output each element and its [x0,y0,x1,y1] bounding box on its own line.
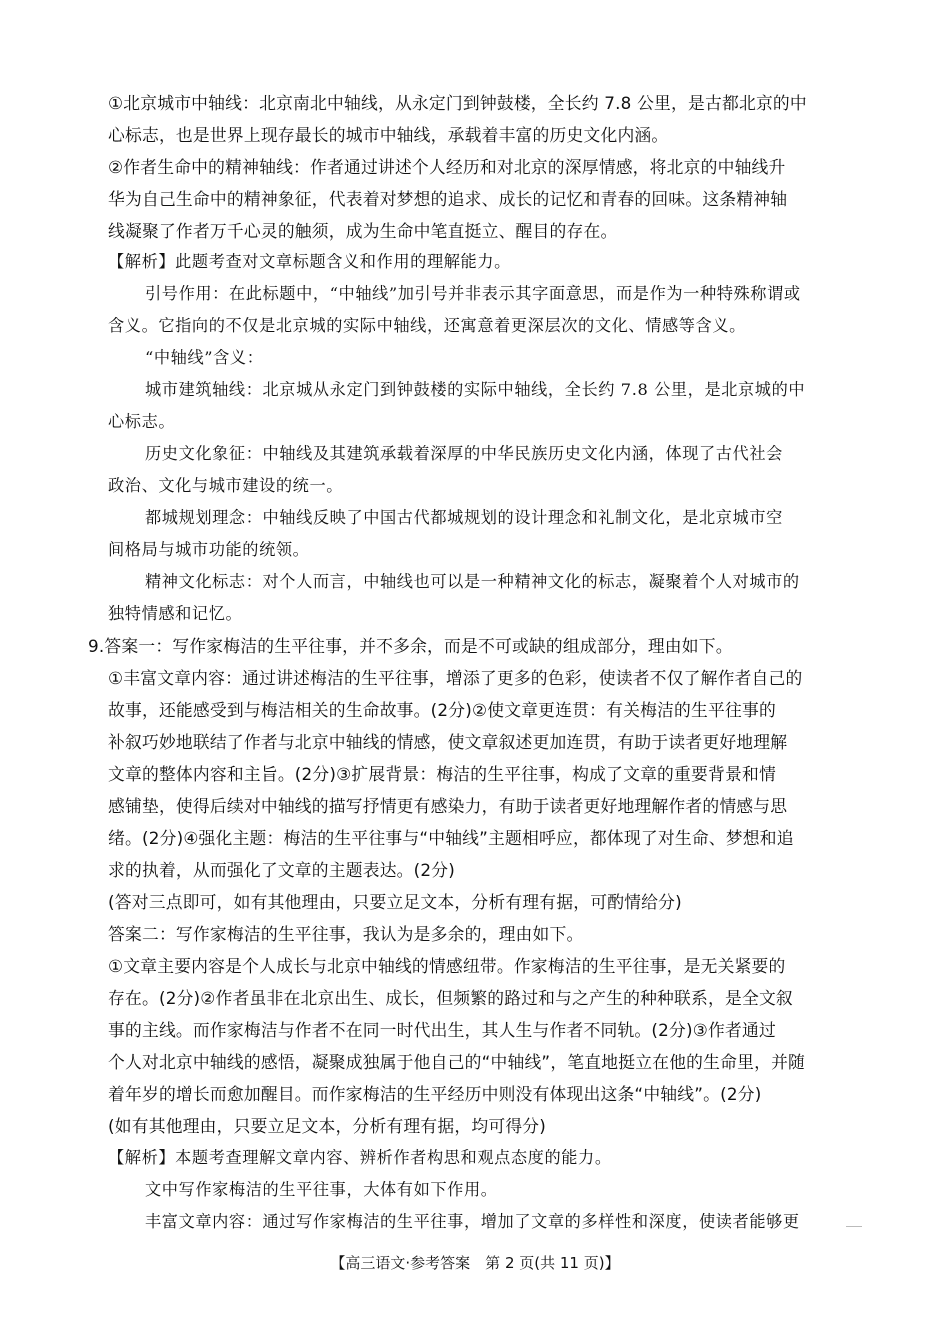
text-line: ①文章主要内容是个人成长与北京中轴线的情感纽带。作家梅洁的生平往事，是无关紧要的 [108,956,786,976]
text-line: “中轴线”含义： [145,348,264,367]
text-line: 独特情感和记忆。 [108,604,243,623]
text-line: 华为自己生命中的精神象征，代表着对梦想的追求、成长的记忆和青春的回味。这条精神轴 [108,189,788,209]
text-line: 心标志，也是世界上现存最长的城市中轴线，承载着丰富的历史文化内涵。 [108,125,669,145]
text-line: 着年岁的增长而愈加醒目。而作家梅洁的生平经历中则没有体现出这条“中轴线”。(2分) [108,1084,762,1104]
text-line: 求的执着，从而强化了文章的主题表达。(2分) [108,860,456,880]
text-line: 引号作用：在此标题中，“中轴线”加引号并非表示其字面意思，而是作为一种特殊称谓或 [145,284,801,303]
text-line: 心标志。 [108,412,176,431]
text-line: 感铺垫，使得后续对中轴线的描写抒情更有感染力，有助于读者更好地理解作者的情感与思 [108,796,788,816]
text-line: 补叙巧妙地联结了作者与北京中轴线的情感，使文章叙述更加连贯，有助于读者更好地理解 [108,732,788,752]
text-line: 文中写作家梅洁的生平往事，大体有如下作用。 [145,1180,498,1199]
text-line: 城市建筑轴线：北京城从永定门到钟鼓楼的实际中轴线，全长约 7.8 公里，是北京城的中 [145,380,806,399]
text-line: ①北京城市中轴线：北京南北中轴线，从永定门到钟鼓楼，全长约 7.8 公里，是古都北京的中 [108,93,807,113]
text-line: 精神文化标志：对个人而言，中轴线也可以是一种精神文化的标志，凝聚着个人对城市的 [145,572,800,591]
text-line: 丰富文章内容：通过写作家梅洁的生平往事，增加了文章的多样性和深度，使读者能够更 [145,1212,800,1231]
text-line: 间格局与城市功能的统领。 [108,540,310,559]
text-line: 【解析】本题考查理解文章内容、辨析作者构思和观点态度的能力。 [108,1148,612,1167]
corner-mark [846,1226,862,1227]
text-line: 个人对北京中轴线的感悟，凝聚成独属于他自己的“中轴线”，笔直地挺立在他的生命里，并随 [108,1052,806,1072]
text-line: 存在。(2分)②作者虽非在北京出生、成长，但频繁的路过和与之产生的种种联系，是全文叙 [108,988,793,1008]
text-line: 历史文化象征：中轴线及其建筑承载着深厚的中华民族历史文化内涵，体现了古代社会 [145,444,783,463]
text-line: 绪。(2分)④强化主题：梅洁的生平往事与“中轴线”主题相呼应，都体现了对生命、梦想和追 [108,828,794,848]
text-line: 事的主线。而作家梅洁与作者不在同一时代出生，其人生与作者不同轨。(2分)③作者通过 [108,1020,776,1040]
text-line: ①丰富文章内容：通过讲述梅洁的生平往事，增添了更多的色彩，使读者不仅了解作者自己的 [108,668,803,688]
text-line: 都城规划理念：中轴线反映了中国古代都城规划的设计理念和礼制文化，是北京城市空 [145,508,783,527]
text-line: 线凝聚了作者万千心灵的触须，成为生命中笔直挺立、醒目的存在。 [108,221,618,241]
text-line: 政治、文化与城市建设的统一。 [108,476,344,495]
text-line: 故事，还能感受到与梅洁相关的生命故事。(2分)②使文章更连贯：有关梅洁的生平往事的 [108,700,776,720]
text-line: ②作者生命中的精神轴线：作者通过讲述个人经历和对北京的深厚情感，将北京的中轴线升 [108,157,786,177]
text-line: 含义。它指向的不仅是北京城的实际中轴线，还寓意着更深层次的文化、情感等含义。 [108,316,746,335]
page-footer: 【高三语文·参考答案 第 2 页(共 11 页)】 [330,1254,620,1272]
text-line: 答案二：写作家梅洁的生平往事，我认为是多余的，理由如下。 [108,924,584,944]
text-line: (答对三点即可，如有其他理由，只要立足文本，分析有理有据，可酌情给分) [108,892,682,912]
text-line: 文章的整体内容和主旨。(2分)③扩展背景：梅洁的生平往事，构成了文章的重要背景和情 [108,764,776,784]
text-line: (如有其他理由，只要立足文本，分析有理有据，均可得分) [108,1116,547,1136]
text-line: 9.答案一：写作家梅洁的生平往事，并不多余，而是不可或缺的组成部分，理由如下。 [88,636,733,656]
text-line: 【解析】此题考查对文章标题含义和作用的理解能力。 [108,252,511,271]
